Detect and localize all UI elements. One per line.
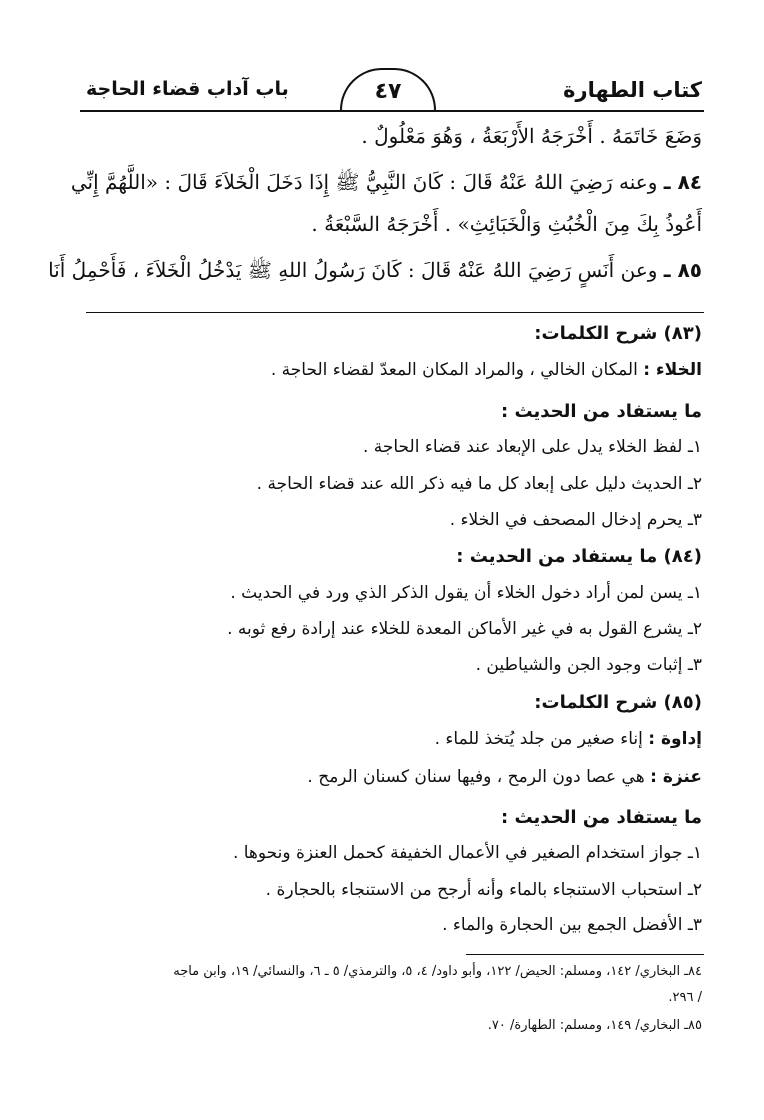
hadith-84-text1: وعنه رَضِيَ اللهُ عَنْهُ قَالَ : كَانَ النَّبِيُّ ﷺ إِذَا دَخَلَ الْخَلاَءَ قَالَ : «اللَّهُمَّ إِنِّي	[70, 170, 658, 194]
section-divider	[86, 312, 704, 313]
book-title: كتاب الطهارة	[563, 78, 702, 102]
page-number: ٤٧	[340, 68, 436, 110]
h84-benefits-heading: (٨٤) ما يستفاد من الحديث :	[456, 546, 702, 567]
hadith-84-line1	[71, 170, 702, 199]
h85-words-heading: (٨٥) شرح الكلمات:	[534, 692, 702, 713]
h85-def-2-text: هي عصا دون الرمح ، وفيها سنان كسنان الرمح .	[307, 767, 645, 787]
h85-benefit-2: ٢ـ استحباب الاستنجاء بالماء وأنه أرجح من الاستنجاء بالحجارة .	[265, 880, 702, 900]
h85-definition-1	[435, 729, 702, 749]
h83-term: الخلاء :	[643, 360, 702, 380]
hadith-85-number: ٨٥ ـ	[663, 258, 702, 282]
h83-def-text: المكان الخالي ، والمراد المكان المعدّ لقضاء الحاجة .	[270, 360, 638, 380]
footnote-divider	[466, 954, 704, 955]
footnote-84-line1: ٨٤ـ البخاري/ ١٤٢، ومسلم: الحيض/ ١٢٢، وأبو داود/ ٤، ٥، والترمذي/ ٥ ـ ٦، والنسائي/ ١٩، وابن ماجه	[173, 964, 702, 979]
footnote-84-line2: / ٢٩٦.	[668, 990, 702, 1005]
h85-definition-2	[307, 767, 702, 787]
hadith-85-line1	[48, 258, 702, 287]
h83-benefit-2: ٢ـ الحديث دليل على إبعاد كل ما فيه ذكر الله عند قضاء الحاجة .	[256, 474, 702, 494]
h85-benefit-3: ٣ـ الأفضل الجمع بين الحجارة والماء .	[442, 915, 702, 935]
hadith-85-text1: وعن أَنَسٍ رَضِيَ اللهُ عَنْهُ قَالَ : كَانَ رَسُولُ اللهِ ﷺ يَدْخُلُ الْخَلاَءَ ، فَأَحْمِلُ أَنَا	[48, 258, 658, 282]
h85-term-2: عنزة :	[650, 767, 702, 787]
h83-benefits-heading: ما يستفاد من الحديث :	[501, 401, 702, 422]
footnote-85: ٨٥ـ البخاري/ ١٤٩، ومسلم: الطهارة/ ٧٠.	[487, 1018, 702, 1033]
hadith-84-line2: أَعُوذُ بِكَ مِنَ الْخُبُثِ وَالْخَبَائِثِ» . أَخْرَجَهُ السَّبْعَةُ .	[311, 212, 702, 236]
h84-benefit-1: ١ـ يسن لمن أراد دخول الخلاء أن يقول الذكر الذي ورد في الحديث .	[230, 583, 702, 603]
chapter-title: باب آداب قضاء الحاجة	[86, 78, 289, 100]
h85-def-1-text: إناء صغير من جلد يُتخذ للماء .	[434, 729, 643, 749]
h83-benefit-1: ١ـ لفظ الخلاء يدل على الإبعاد عند قضاء الحاجة .	[362, 437, 702, 457]
hadith-84-number: ٨٤ ـ	[663, 170, 702, 194]
h85-term-1: إداوة :	[648, 729, 702, 749]
header-divider	[80, 110, 704, 112]
h84-benefit-3: ٣ـ إثبات وجود الجن والشياطين .	[475, 655, 702, 675]
h84-benefit-2: ٢ـ يشرع القول به في غير الأماكن المعدة للخلاء عند إرادة رفع ثوبه .	[227, 619, 702, 639]
h83-benefit-3: ٣ـ يحرم إدخال المصحف في الخلاء .	[449, 510, 702, 530]
h83-words-heading: (٨٣) شرح الكلمات:	[534, 323, 702, 344]
h85-benefit-1: ١ـ جواز استخدام الصغير في الأعمال الخفيفة كحمل العنزة ونحوها .	[232, 843, 702, 863]
h85-benefits-heading: ما يستفاد من الحديث :	[501, 807, 702, 828]
h83-definition	[271, 360, 702, 380]
hadith-83-end: وَضَعَ خَاتَمَهُ . أَخْرَجَهُ الأَرْبَعَةُ ، وَهُوَ مَعْلُولٌ .	[361, 124, 702, 148]
